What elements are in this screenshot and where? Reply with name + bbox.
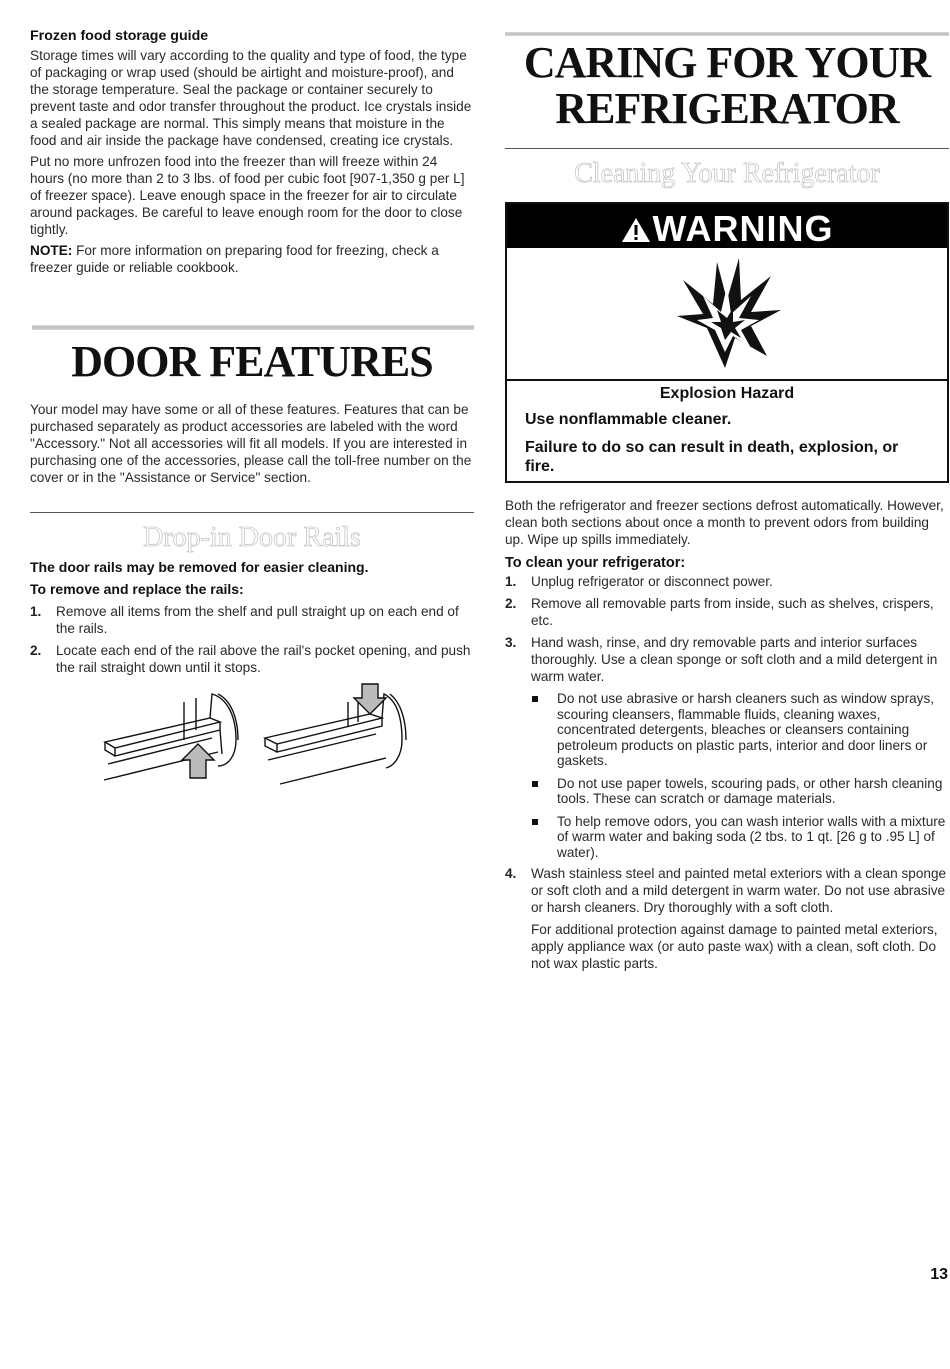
drop-in-door-rails-title: Drop-in Door Rails xyxy=(143,522,361,553)
warning-banner xyxy=(507,204,947,248)
caring-title-line-2: REFRIGERATOR xyxy=(555,84,899,133)
step-text: Locate each end of the rail above the rail's pocket opening, and push the rail straight down until it stops. xyxy=(56,643,471,675)
note-paragraph xyxy=(30,242,474,276)
frozen-food-paragraph-2: Put no more unfrozen food into the freezer than will freeze within 24 hours (no more than 2 to 3 lbs. of food per cubic foot [907-1,350 g per L] of freezer space). Leave enough space in the freezer for air to circulate around packages. Be careful to leave enough room for the door to close tightly. xyxy=(30,154,465,237)
step-number: 2. xyxy=(505,596,517,611)
explosion-icon xyxy=(667,256,787,370)
warning-box xyxy=(505,202,949,483)
list-item xyxy=(30,603,474,637)
bullet-text: Do not use abrasive or harsh cleaners such as window sprays, scouring cleansers, flammable fluids, cleaning waxes, concentrated detergents, bleaches or cleansers containing petroleum products on plastic parts, interior and door liners or gaskets. xyxy=(557,691,935,768)
step-text: Unplug refrigerator or disconnect power. xyxy=(531,574,773,589)
section-divider xyxy=(32,325,474,330)
step-extra-text: For additional protection against damage to painted metal exteriors, apply appliance wax (or auto paste wax) with a clean, soft cloth. Do not wax plastic parts. xyxy=(531,922,938,971)
warning-label xyxy=(507,208,947,250)
door-features-paragraph: Your model may have some or all of these features. Features that can be purchased separately as product accessories are labeled with the word "Accessory." Not all accessories will fit all models. If you are interested in purchasing one of the accessories, please call the toll-free number on the cover or in the "Assistance or Service" section. xyxy=(30,402,472,485)
bullet-item xyxy=(531,691,949,769)
cleaning-steps-list xyxy=(505,573,949,972)
clean-refrigerator-heading: To clean your refrigerator: xyxy=(505,555,686,571)
step-number: 4. xyxy=(505,866,517,881)
caring-title xyxy=(505,40,949,132)
bullet-square-icon xyxy=(532,696,538,702)
door-rail-illustration xyxy=(100,680,410,790)
warning-divider xyxy=(507,379,947,381)
cleaning-bullets xyxy=(531,691,949,860)
list-item xyxy=(505,573,949,590)
list-item xyxy=(505,634,949,860)
list-item xyxy=(505,595,949,629)
alert-triangle-icon xyxy=(621,217,651,243)
bullet-text: To help remove odors, you can wash interior walls with a mixture of warm water and baking soda (2 tbs. to 1 qt. [26 g to .95 L] of water). xyxy=(557,813,946,860)
hazard-instruction: Use nonflammable cleaner. xyxy=(525,411,732,428)
bullet-item xyxy=(531,776,949,807)
hazard-consequence: Failure to do so can result in death, explosion, or fire. xyxy=(525,439,899,475)
rails-steps-list xyxy=(30,603,474,676)
rails-instructions-heading: To remove and replace the rails: xyxy=(30,581,244,597)
list-item xyxy=(30,642,474,676)
page-number: 13 xyxy=(930,1266,948,1283)
step-text: Wash stainless steel and painted metal exteriors with a clean sponge or soft cloth and a mild detergent in warm water. Do not use abrasive or harsh cleaners. Dry thoroughly with a soft cloth. xyxy=(531,866,947,915)
bullet-square-icon xyxy=(532,819,538,825)
bullet-square-icon xyxy=(532,781,538,787)
bullet-text: Do not use paper towels, scouring pads, or other harsh cleaning tools. These can scratch or damage materials. xyxy=(557,775,943,806)
cleaning-your-refrigerator-title: Cleaning Your Refrigerator xyxy=(574,158,880,189)
step-text: Remove all removable parts from inside, such as shelves, crispers, etc. xyxy=(531,596,934,628)
frozen-food-paragraph-1: Storage times will vary according to the quality and type of food, the type of packaging or wrap used (should be airtight and moisture-proof), and the storage temperature. Seal the package or container securely to prevent taste and odor transfer throughout the product. Ice crystals inside a sealed package are normal. This simply means that moisture in the food and air inside the package have condensed, creating ice crystals. xyxy=(30,48,472,148)
cleaning-intro: Both the refrigerator and freezer sections defrost automatically. However, clean both sections about once a month to prevent odors from building up. Wipe up spills immediately. xyxy=(505,498,944,547)
section-divider xyxy=(30,512,474,513)
step-text: Remove all items from the shelf and pull straight up on each end of the rails. xyxy=(56,604,459,636)
step-number: 2. xyxy=(30,643,42,658)
frozen-food-heading: Frozen food storage guide xyxy=(30,28,209,44)
section-divider xyxy=(505,32,949,36)
step-number: 1. xyxy=(505,574,517,589)
note-label: NOTE: xyxy=(30,243,73,258)
section-divider xyxy=(505,148,949,149)
bullet-item xyxy=(531,814,949,861)
note-text: For more information on preparing food for freezing, check a freezer guide or reliable cookbook. xyxy=(30,243,439,275)
rails-removal-note: The door rails may be removed for easier cleaning. xyxy=(30,559,369,575)
door-features-title: DOOR FEATURES xyxy=(71,337,433,386)
step-text: Hand wash, rinse, and dry removable parts and interior surfaces thoroughly. Use a clean sponge or soft cloth and a mild detergent in warm water. xyxy=(531,635,938,684)
warning-text: WARNING xyxy=(652,208,834,249)
caring-title-line-1: CARING FOR YOUR xyxy=(523,38,931,87)
step-number: 1. xyxy=(30,604,42,619)
step-number: 3. xyxy=(505,635,517,650)
hazard-title: Explosion Hazard xyxy=(659,385,795,402)
list-item xyxy=(505,865,949,972)
